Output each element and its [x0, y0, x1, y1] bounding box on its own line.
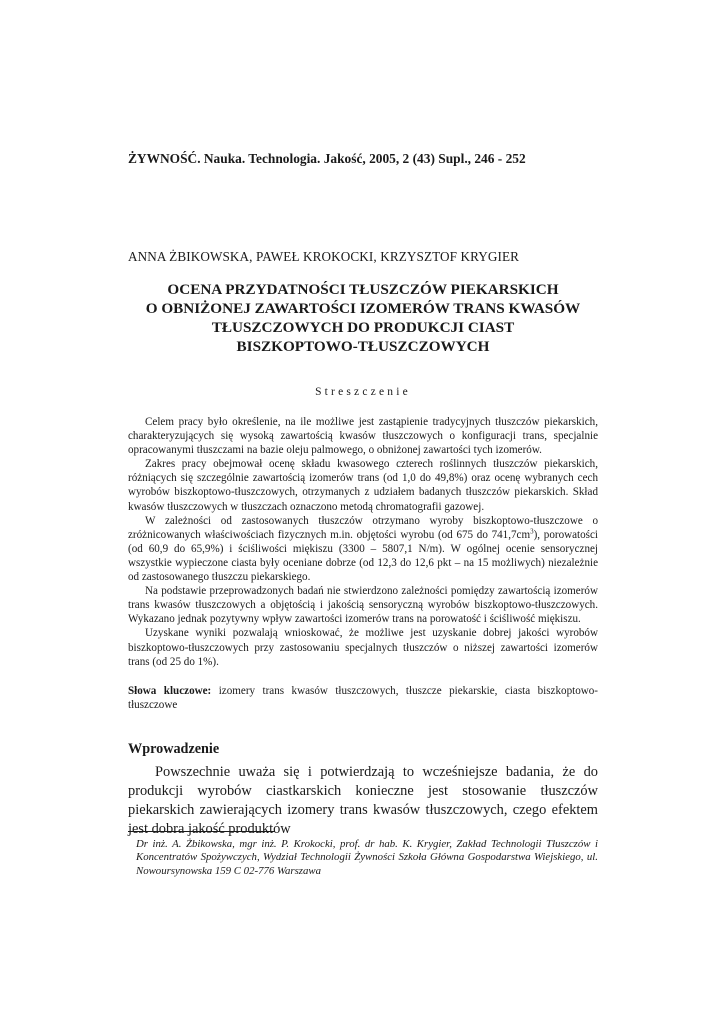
abstract-paragraph: Uzyskane wyniki pozwalają wnioskować, że możliwe jest uzyskanie dobrej jakości wyrobów biszkoptowo-tłuszczowych przy zastosowaniu specjalnych tłuszczów o niższej zawartości izomerów trans (od 25 do 1%). [128, 627, 598, 668]
abstract-paragraph: Zakres pracy obejmował ocenę składu kwasowego czterech roślinnych tłuszczów piekarskich, różniących się szczególnie zawartością izomerów trans (od 1,0 do 49,8%) oraz ocenę wybranych cech wyrobów biszkoptowo-tłuszczowych, otrzymanych z udziałem badanych tłuszczów piekarskich. Skład kwasów tłuszczowych w tłuszczach oznaczono metodą chromatografii gazowej. [128, 458, 598, 513]
abstract-body [128, 415, 598, 669]
author-footnote: Dr inż. A. Żbikowska, mgr inż. P. Krokocki, prof. dr hab. K. Krygier, Zakład Technologii Tłuszczów i Koncentratów Spożywczych, Wydział Technologii Żywności Szkoła Główna Gospodarstwa Wiejskiego, ul. Nowoursynowska 159 C 02-776 Warszawa [136, 838, 598, 877]
title-line: TŁUSZCZOWYCH DO PRODUKCJI CIAST [211, 319, 515, 336]
abstract-paragraph: Celem pracy było określenie, na ile możliwe jest zastąpienie tradycyjnych tłuszczów piekarskich, charakteryzujących się wysoką zawartością kwasów tłuszczowych o konfiguracji trans, specjalnie opracowanymi tłuszczami na bazie oleju palmowego, o obniżonej zawartości tych izomerów. [128, 416, 598, 457]
keywords [128, 684, 598, 712]
abstract-text: ), porowatości (od 60,9 do 65,9%) i ściśliwości miękiszu (3300 – 5807,1 N/m). W ogólnej ocenie sensorycznej wszystkie wypieczone ciasta były oceniane dobrze (od 12,3 do 12,6 pkt – na 15 możliwych) niezależnie od zastosowanego tłuszczu piekarskiego. [128, 528, 599, 584]
footnote-rule [128, 831, 275, 832]
keywords-text: izomery trans kwasów tłuszczowych, tłuszcze piekarskie, ciasta biszkoptowo-tłuszczowe [128, 685, 598, 712]
section-heading: Wprowadzenie [128, 741, 220, 757]
abstract-paragraph: Na podstawie przeprowadzonych badań nie stwierdzono zależności pomiędzy zawartością izomerów trans kwasów tłuszczowych a objętością i jakością sensoryczną wyrobów biszkoptowo-tłuszczowych. Wykazano jednak pozytywny wpływ zawartości izomerów trans na porowatość i ściśliwość miękiszu. [128, 585, 598, 626]
author-list: ANNA ŻBIKOWSKA, PAWEŁ KROKOCKI, KRZYSZTOF KRYGIER [128, 249, 520, 264]
journal-header: ŻYWNOŚĆ. Nauka. Technologia. Jakość, 2005, 2 (43) Supl., 246 - 252 [128, 151, 526, 166]
keywords-label: Słowa kluczowe: [128, 685, 212, 697]
abstract-paragraph [128, 514, 598, 584]
abstract-text: W zależności od zastosowanych tłuszczów otrzymano wyroby biszkoptowo-tłuszczowe o zróżnicowanych właściwościach fizycznych m.in. objętości wyrobu (od 675 do 741,7cm [128, 514, 598, 541]
paper-title [118, 280, 608, 356]
abstract-heading: Streszczenie [315, 386, 411, 398]
title-line: BISZKOPTOWO-TŁUSZCZOWYCH [236, 338, 490, 355]
title-line: OCENA PRZYDATNOŚCI TŁUSZCZÓW PIEKARSKICH [167, 281, 559, 298]
intro-paragraph: Powszechnie uważa się i potwierdzają to wcześniejsze badania, że do produkcji wyrobów ciastkarskich konieczne jest stosowanie tłuszczów piekarskich zawierających izomery trans kwasów tłuszczowych, czego efektem jest dobra jakość produktów [128, 764, 598, 837]
title-line: O OBNIŻONEJ ZAWARTOŚCI IZOMERÓW TRANS KWASÓW [145, 300, 581, 317]
superscript: 3 [530, 527, 534, 536]
intro-body [128, 763, 598, 839]
